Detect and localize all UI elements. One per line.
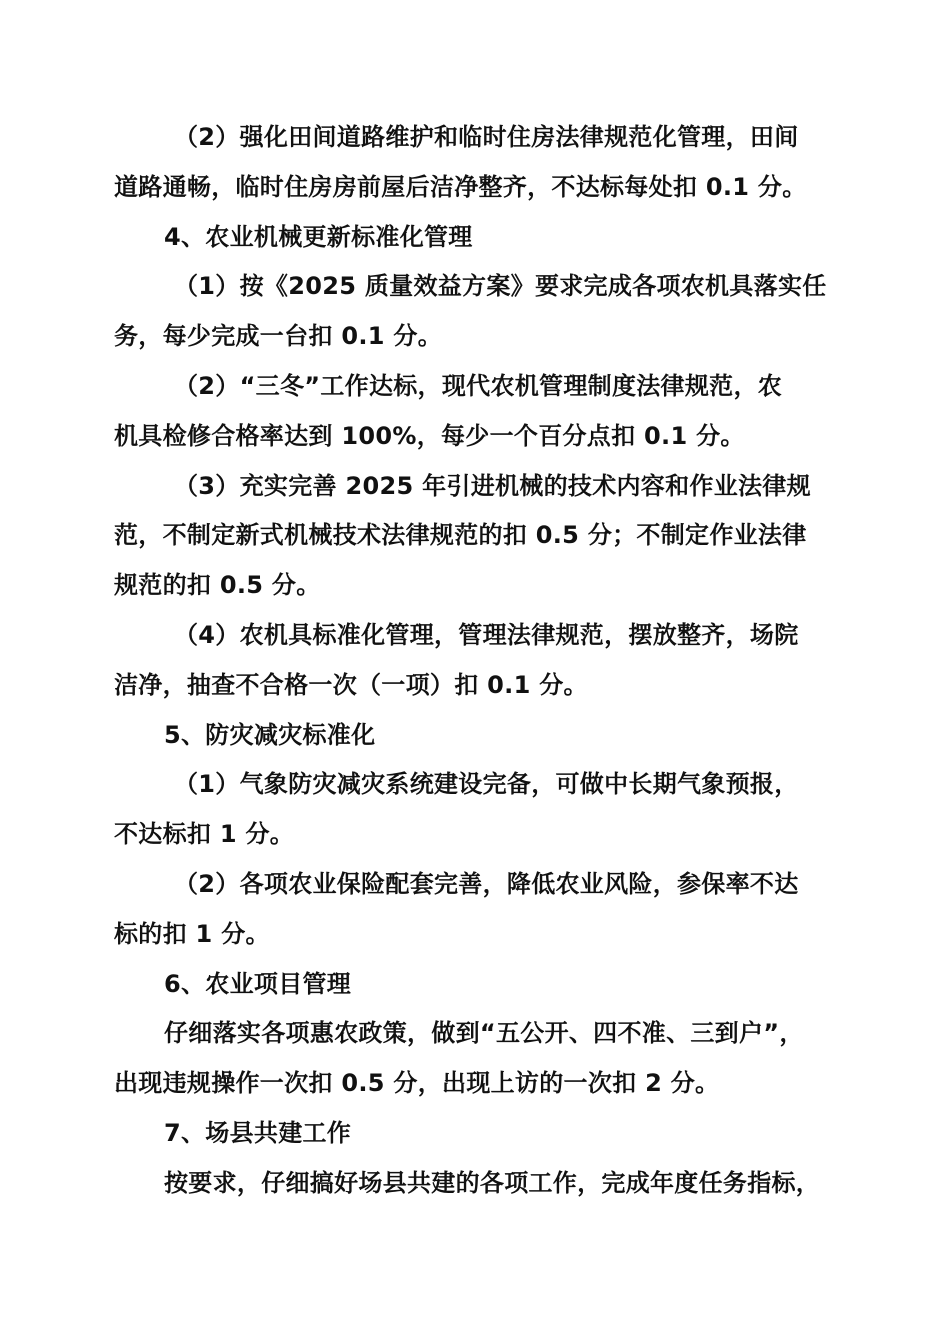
paragraph-line: 仔细落实各项惠农政策，做到“五公开、四不准、三到户”， — [164, 1019, 804, 1048]
paragraph-line: （4）农机具标准化管理，管理法律规范，摆放整齐，场院 — [174, 620, 799, 649]
section-heading: 6、农业项目管理 — [164, 969, 352, 998]
paragraph-line: 标的扣 1 分。 — [114, 919, 270, 948]
paragraph-line: （2）各项农业保险配套完善，降低农业风险，参保率不达 — [174, 869, 799, 898]
section-heading: 5、防灾减灾标准化 — [164, 720, 376, 749]
paragraph-line: 务，每少完成一台扣 0.1 分。 — [114, 322, 443, 351]
paragraph-line: （1）气象防灾减灾系统建设完备，可做中长期气象预报， — [174, 770, 799, 799]
paragraph-line: （1）按《2025 质量效益方案》要求完成各项农机具落实任 — [174, 272, 827, 301]
paragraph-line: 不达标扣 1 分。 — [114, 820, 295, 849]
section-heading: 4、农业机械更新标准化管理 — [164, 222, 473, 251]
paragraph-line: 规范的扣 0.5 分。 — [114, 571, 321, 600]
paragraph-line: 机具检修合格率达到 100%，每少一个百分点扣 0.1 分。 — [114, 421, 745, 450]
paragraph-line: 范，不制定新式机械技术法律规范的扣 0.5 分；不制定作业法律 — [114, 521, 807, 550]
paragraph-line: 出现违规操作一次扣 0.5 分，出现上访的一次扣 2 分。 — [114, 1069, 720, 1098]
document-body — [114, 113, 850, 1209]
paragraph-line: 洁净，抽查不合格一次（一项）扣 0.1 分。 — [114, 670, 588, 699]
paragraph-line: （3）充实完善 2025 年引进机械的技术内容和作业法律规 — [174, 471, 811, 500]
paragraph-line: 按要求，仔细搞好场县共建的各项工作，完成年度任务指标， — [164, 1168, 821, 1197]
paragraph-line: （2）强化田间道路维护和临时住房法律规范化管理，田间 — [174, 123, 799, 151]
paragraph-line: （2）“三冬”工作达标，现代农机管理制度法律规范，农 — [174, 371, 783, 400]
section-heading: 7、场县共建工作 — [164, 1118, 352, 1147]
paragraph-line: 道路通畅，临时住房房前屋后洁净整齐，不达标每处扣 0.1 分。 — [114, 172, 807, 201]
